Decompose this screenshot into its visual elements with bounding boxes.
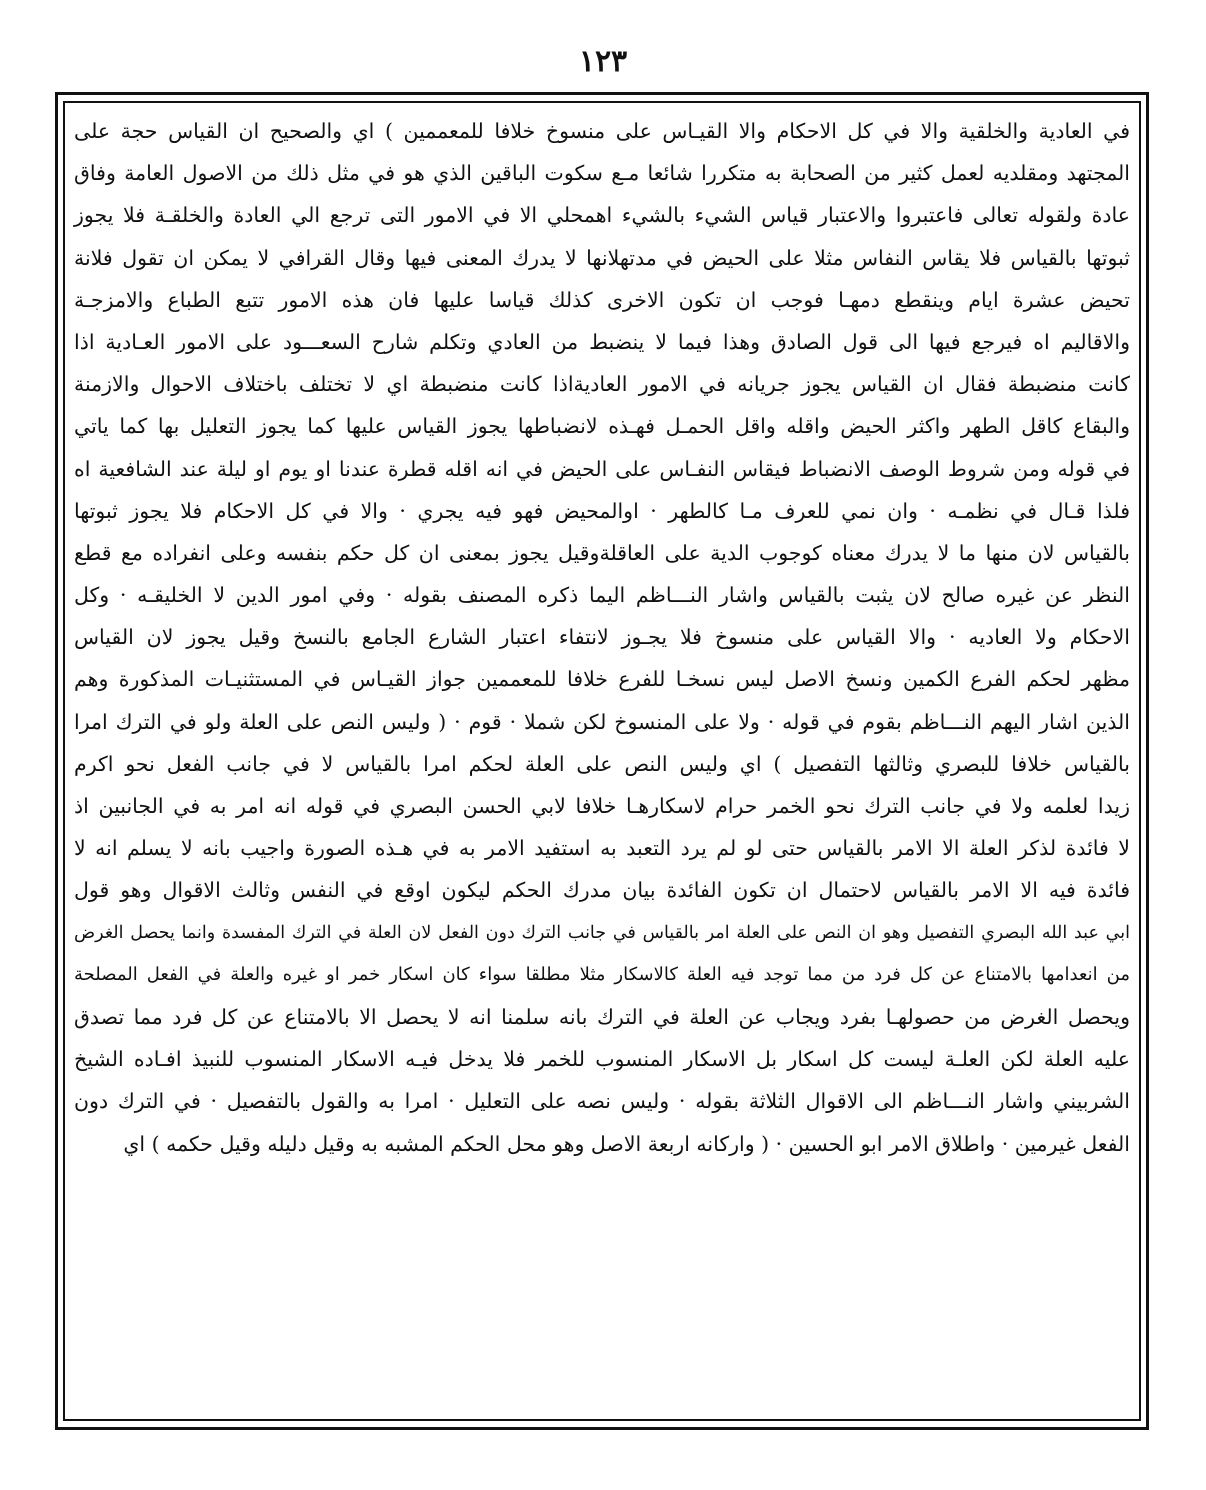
text-line: الشربيني واشار النـــاظم الى الاقوال الثلاثة بقوله · وليس نصه على التعليل · امرا به والقول بالتفصيل · في الترك دون [74,1089,1130,1114]
text-line: فائدة فيه الا الامر بالقياس لاحتمال ان تكون الفائدة بيان مدرك الحكم ليكون اوقع في النفس وثالث الاقوال وهو قول [74,878,1130,903]
text-line: النظر عن غيره صالح لان يثبت بالقياس واشار النـــاظم اليما ذكره المصنف بقوله · وفي امور الدين لا الخليقـه · وكل [74,583,1130,608]
text-line: عادة ولقوله تعالى فاعتبروا والاعتبار قياس الشيء بالشيء اهمحلي الا في الامور التى ترجع الي العادة والخلقـة فلا يجوز [74,203,1130,228]
text-line: والاقاليم اه فيرجع فيها الى قول الصادق وهذا فيما لا ينضبط من العادي وتكلم شارح السعـــود على الامور العـادية اذا [74,329,1130,354]
text-line: ابي عبد الله البصري التفصيل وهو ان النص على العلة امر بالقياس في جانب الترك دون الفعل لان العلة في الترك المفسدة وانما يحصل الغرض [74,922,1130,943]
text-line: بالقياس لان منها ما لا يدرك معناه كوجوب الدية على العاقلةوقيل يجوز بمعنى ان كل حكم بنفسه وعلى انفراده مع قطع [74,540,1130,565]
text-line: في العادية والخلقية والا في كل الاحكام والا القيـاس على منسوخ خلافا للمعممين ) اي والصحيح ان القياس حجة على [74,119,1130,143]
text-line: المجتهد ومقلديه لعمل كثير من الصحابة به متكررا شائعا مـع سكوت الباقين الذي هو في مثل ذلك من الاصول العامة وفاق [74,161,1130,186]
text-line: لا فائدة لذكر العلة الا الامر بالقياس حتى لو لم يرد التعبد به استفيد الامر به في هـذه الصورة واجيب بانه لا يسلم انه لا [74,836,1130,861]
text-line: والبقاع كاقل الطهر واكثر الحيض واقله واقل الحمـل فهـذه لانضباطها يجوز القياس عليها كما يجوز التعليل بها كما ياتي [74,414,1130,439]
text-line: تحيض عشرة ايام وينقطع دمهـا فوجب ان تكون الاخرى كذلك قياسا عليها فان هذه الامور تتبع الطباع والامزجـة [74,287,1130,312]
text-line: الذين اشار اليهم النـــاظم بقوم في قوله · ولا على المنسوخ لكن شملا · قوم · ( وليس النص على العلة ولو في الترك امرا [74,709,1130,734]
text-line: من انعدامها بالامتناع عن كل فرد من مما توجد فيه العلة كالاسكار مثلا مطلقا سواء كان اسكار خمر او غيره والعلة في الفعل المصلحة [74,963,1130,985]
text-line: ويحصل الغرض من حصولهـا بفرد ويجاب عن العلة في الترك بانه سلمنا انه لا يحصل الا بالامتناع عن كل فرد مما تصدق [74,1004,1130,1029]
body-text [70,110,1134,1418]
text-line: فلذا قـال في نظمـه · وان نمي للعرف مـا كالطهر · اوالمحيض فهو فيه يجري · والا في كل الاحكام فلا يجوز ثبوتها [74,498,1130,523]
text-line: كانت منضبطة فقال ان القياس يجوز جريانه في الامور العاديةاذا كانت منضبطة اي لا تختلف باختلاف الاحوال والازمنة [74,372,1130,397]
text-line: الاحكام ولا العاديه · والا القياس على منسوخ فلا يجـوز لانتفاء اعتبار الشارع الجامع بالنسخ وقيل يجوز لان القياس [74,625,1130,650]
text-line: الفعل غيرمين · واطلاق الامر ابو الحسين · ( واركانه اربعة الاصل وهو محل الحكم المشبه به وقيل دليله وقيل حكمه ) اي [123,1131,1130,1156]
text-line: زيدا لعلمه ولا في جانب الترك نحو الخمر حرام لاسكارهـا خلافا لابي الحسن البصري في قوله انه امر به في الجانبين اذ [74,794,1130,818]
text-line: مظهر لحكم الفرع الكمين ونسخ الاصل ليس نسخـا للفرع خلافا للمعممين جواز القيـاس في المستثنيـات المذكورة وهم [74,667,1130,692]
text-line: في قوله ومن شروط الوصف الانضباط فيقاس النفـاس على الحيض في انه اقله قطرة عندنا او يوم او ليلة عند الشافعية اه [74,456,1130,481]
text-line: ثبوتها بالقياس فلا يقاس النفاس مثلا على الحيض في مدتهلانها لا يدرك المعنى فيها وقال القرافي لا يمكن ان تقول فلانة [74,245,1130,270]
text-line: عليه العلة لكن العلـة ليست كل اسكار بل الاسكار المنسوب للخمر فلا يدخل فيـه الاسكار المنسوب للنبيذ افـاده الشيخ [74,1047,1130,1072]
page-number: ١٢٣ [578,44,628,79]
text-line: بالقياس خلافا للبصري وثالثها التفصيل ) اي وليس النص على العلة لحكم امرا بالقياس لا في جانب الفعل نحو اكرم [74,751,1130,776]
